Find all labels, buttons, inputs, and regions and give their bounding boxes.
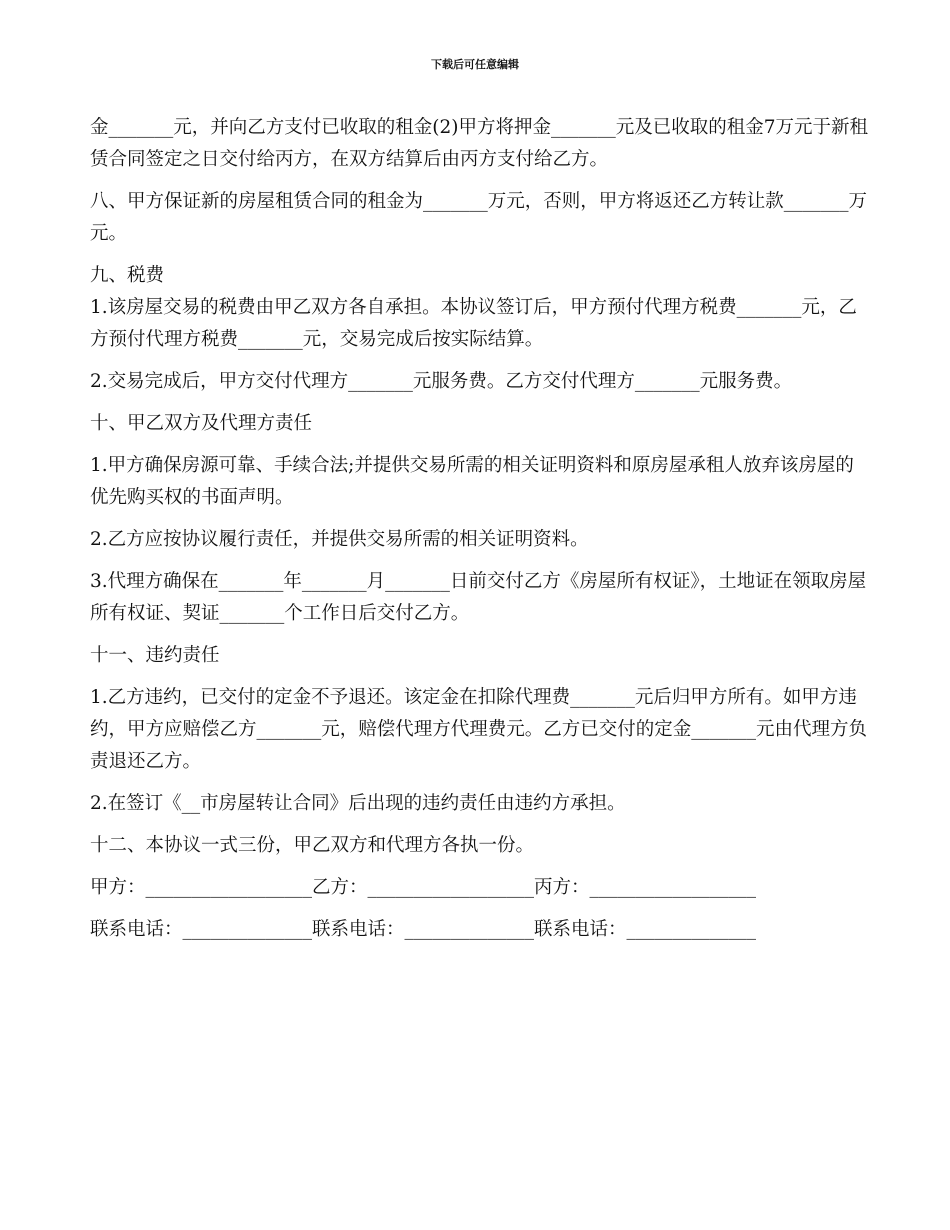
clause-10-heading: 十、甲乙双方及代理方责任 <box>90 413 313 434</box>
page-header: 下载后可任意编辑 <box>431 58 519 71</box>
paragraph-deposit-transfer: 金_______元，并向乙方支付已收取的租金(2)甲方将押金_______元及已收取的租金7万元于新租赁合同签定之日交付给丙方，在双方结算后由丙方支付给乙方。 <box>90 117 868 170</box>
clause-9-item-2: 2.交易完成后，甲方交付代理方_______元服务费。乙方交付代理方_______元服务费。 <box>90 371 793 392</box>
clause-9-item-1: 1.该房屋交易的税费由甲乙双方各自承担。本协议签订后，甲方预付代理方税费_______元，乙方预付代理方税费_______元，交易完成后按实际结算。 <box>90 297 857 350</box>
clause-10-item-3: 3.代理方确保在_______年_______月_______日前交付乙方《房屋所有权证》，土地证在领取房屋所有权证、契证_______个工作日后交付乙方。 <box>90 571 867 624</box>
clause-9-heading: 九、税费 <box>90 265 165 286</box>
clause-10-item-2: 2.乙方应按协议履行责任，并提供交易所需的相关证明资料。 <box>90 529 589 550</box>
clause-11-item-1: 1.乙方违约，已交付的定金不予退还。该定金在扣除代理费_______元后归甲方所有。如甲方违约，甲方应赔偿乙方_______元，赔偿代理方代理费元。乙方已交付的定金_______元由代理方负责退还乙方。 <box>90 687 868 772</box>
clause-11-heading: 十一、违约责任 <box>90 645 220 666</box>
clause-12: 十二、本协议一式三份，甲乙双方和代理方各执一份。 <box>90 835 535 856</box>
clause-8-rent-guarantee: 八、甲方保证新的房屋租赁合同的租金为_______万元，否则，甲方将返还乙方转让款_______万元。 <box>90 191 868 244</box>
contact-phones: 联系电话：______________联系电话：______________联系电话：______________ <box>90 919 757 940</box>
signature-parties: 甲方：__________________乙方：__________________丙方：__________________ <box>90 877 757 898</box>
clause-10-item-1: 1.甲方确保房源可靠、手续合法;并提供交易所需的相关证明资料和原房屋承租人放弃该房屋的优先购买权的书面声明。 <box>90 455 854 508</box>
clause-11-item-2: 2.在签订《__市房屋转让合同》后出现的违约责任由违约方承担。 <box>90 793 626 814</box>
document-body <box>90 112 870 946</box>
